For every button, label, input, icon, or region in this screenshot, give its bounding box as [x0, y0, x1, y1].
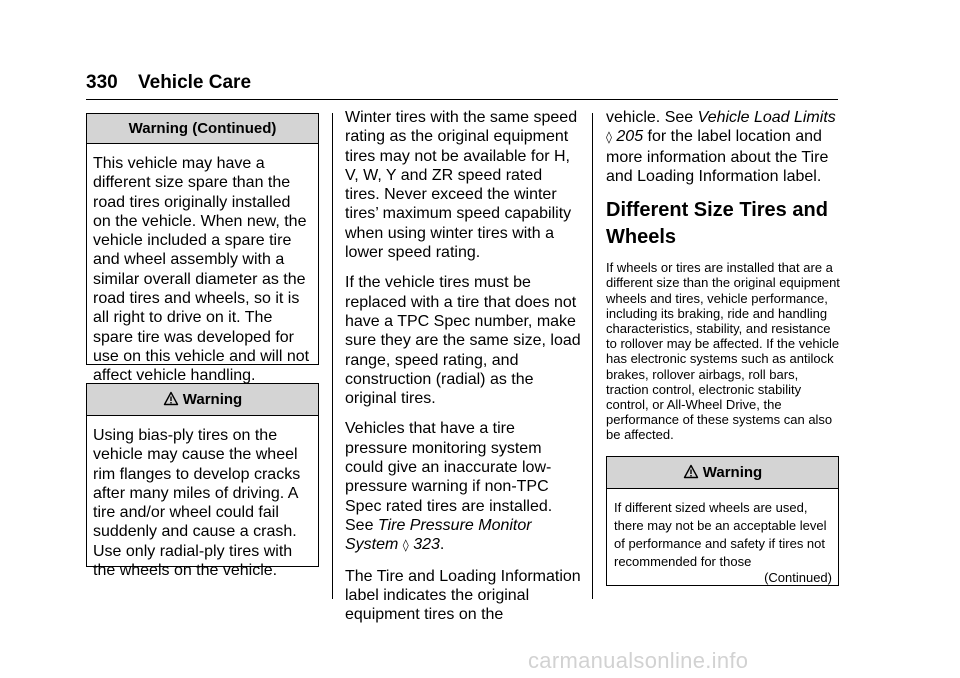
tpms-page-link[interactable]: 323 [413, 536, 440, 554]
warning-icon [163, 387, 179, 418]
xref-icon: ◊ [402, 538, 409, 553]
section-title: Vehicle Care [138, 72, 252, 93]
warning-continued-box [86, 113, 319, 385]
warning-body-2: If different sized wheels are used, there may not be an acceptable level of performance and safety if tires not recommended for those (Continued) [614, 500, 832, 585]
warning-heading-2 [607, 457, 838, 489]
column-divider-1 [332, 113, 333, 599]
page-header [86, 70, 838, 96]
paragraph-tire-loading-label: The Tire and Loading Information label indicates the original equipment tires on the [345, 567, 581, 624]
column-divider-2 [592, 113, 593, 599]
warning-box-different-size [606, 456, 839, 586]
column-2 [345, 108, 581, 635]
warning-heading [87, 384, 318, 416]
page-number: 330 [86, 72, 118, 93]
header-rule [86, 99, 838, 100]
tpms-link[interactable]: Tire Pressure Monitor System [345, 516, 532, 554]
paragraph-winter-tires: Winter tires with the same speed rating as the original equipment tires may not be available for H, V, W, Y and ZR speed rated tires. Never exceed the winter tires’ maximum speed capability when using winter tires with a lower speed rating. [345, 109, 578, 262]
continued-label: (Continued) [764, 570, 832, 585]
warning-title: Warning [182, 391, 243, 408]
paragraph-tpms: Vehicles that have a tire pressure monitoring system could give an inaccurate low-pressure warning if non-TPC Spec rated tires are installed. See Tire Pressure Monitor System ◊ 323. [345, 420, 553, 554]
warning-title-2: Warning [702, 464, 763, 481]
warning-continued-body: This vehicle may have a different size spare than the road tires originally installed on the vehicle. When new, the vehicle included a spare tire and wheel assembly with a similar overall diameter as the road tires and wheels, so it is all right to drive on it. The spare tire was developed for use on this vehicle and will not affect vehicle handling. [93, 155, 310, 385]
paragraph-load-limits: vehicle. See Vehicle Load Limits ◊ 205 for the label location and more information about the Tire and Loading Information label. [606, 109, 836, 185]
load-limits-link[interactable]: Vehicle Load Limits [697, 109, 836, 126]
section-heading: Different Size Tires and Wheels [606, 199, 828, 249]
paragraph-tpc-spec: If the vehicle tires must be replaced with a tire that does not have a TPC Spec number, make sure they are the same size, load range, speed rating, and construction (radial) as the original tires. [345, 274, 581, 408]
column-3 [606, 108, 842, 454]
warning-box-bias-ply [86, 383, 319, 580]
warning-continued-title: Warning (Continued) [87, 114, 318, 144]
warning-icon [683, 460, 699, 491]
xref-icon: ◊ [606, 130, 612, 145]
warning-body: Using bias-ply tires on the vehicle may cause the wheel rim flanges to develop cracks after many miles of driving. A tire and/or wheel could fail suddenly and cause a crash. Use only radial-ply tires with the wheels on the vehicle. [93, 427, 301, 580]
load-limits-page-link[interactable]: 205 [616, 128, 644, 146]
watermark: carmanualsonline.info [528, 648, 749, 673]
paragraph-different-size: If wheels or tires are installed that are a different size than the original equipment wheels and tires, vehicle performance, including its braking, ride and handling characteristics, stability, and resistance to rollover may be affected. If the vehicle has electronic systems such as antilock brakes, rollover airbags, roll bars, traction control, electronic stability control, or All-Wheel Drive, the performance of these systems can also be affected. [606, 260, 840, 443]
